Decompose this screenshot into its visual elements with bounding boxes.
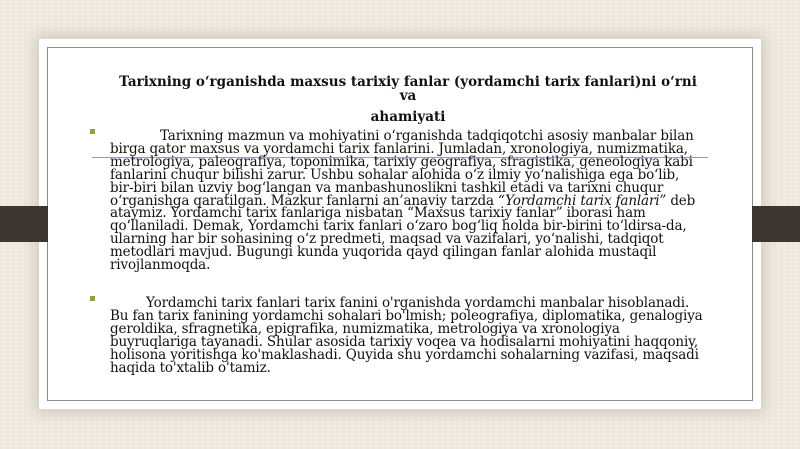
paragraph-1-text-b: deb ataymiz. Yordamchi tarix fanlariga nisbatan “Maxsus tarixiy fanlar” iborasi ham qo‘llaniladi. Demak, Yordamchi tarix fanlari o‘zaro bog‘liq holda bir-birini to‘ldirsa-da, ularning har bir sohasining o‘z predmeti, maqsad va vazifalari, yo‘nalishi, tadqiqot metodlari mavjud. Bugungi kunda yuqorida qayd qilingan fanlar alohida mustaqil rivojlanmoqda. [110, 192, 696, 274]
paragraph-1-text-a: Tarixning mazmun va mohiyatini o‘rganishda tadqiqotchi asosiy manbalar bilan birga qator maxsus va yordamchi tarix fanlarini. Jumladan, xronologiya, numizmatika, metrologiya, paleografiya, toponimika, tarixiy geografiya, sfragistika, geneologiya kabi fanlarini chuqur bilishi zarur. Ushbu sohalar alohida o‘z ilmiy yo‘nalishiga ega bo‘lib, bir-biri bilan uzviy bog‘langan va manbashunoslikni tashkil etadi va tarixni chuqur o‘rganishga qaratilgan. Mazkur fanlarni an’anaviy tarzda [110, 128, 694, 209]
bullet-icon [90, 296, 95, 301]
paragraph-1-italic: “Yordamchi tarix fanlari” [498, 192, 667, 209]
paragraph-1 [110, 130, 705, 272]
paragraph-2: Yordamchi tarix fanlari tarix fanini o'rganishda yordamchi manbalar hisoblanadi. Bu fan tarix fanining yordamchi sohalari bo'lmish; poleografiya, diplomatika, genalogiya geroldika, sfragnetika, epigrafika, numizmatika, metrologiya va xronologiya buyruqlariga tayanadi. Shular asosida tarixiy voqea va hodisalarni mohiyatini haqqoniy, holisona yoritishga ko'maklashadi. Quyida shu yordamchi sohalarning vazifasi, maqsadi haqida to'xtalib o'tamiz. [110, 295, 703, 376]
title-line-2: va [399, 88, 417, 104]
title-line-3: ahamiyati [370, 109, 446, 125]
title-line-1: Tarixning o‘rganishda maxsus tarixiy fanlar (yordamchi tarix fanlari)ni o‘rni [119, 74, 697, 90]
bullet-icon [90, 129, 95, 134]
right-side-tab [752, 206, 800, 242]
left-side-tab [0, 206, 48, 242]
